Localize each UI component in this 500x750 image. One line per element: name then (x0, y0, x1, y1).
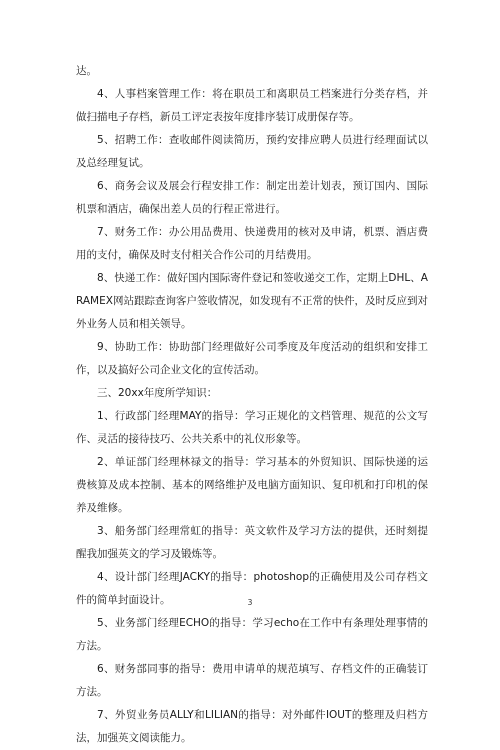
paragraph-item-6-business-travel: 6、商务会议及展会行程安排工作：制定出差计划表，预订国内、国际机票和酒店，确保出差人员的行程正常进行。 (76, 180, 428, 215)
paragraph-knowledge-3: 3、船务部门经理常虹的指导：英文软件及学习方法的提供，还时刻提醒我加强英文的学习及锻炼等。 (76, 525, 428, 560)
paragraph-knowledge-5: 5、业务部门经理ECHO的指导：学习echo在工作中有条理处理事情的方法。 (76, 617, 428, 652)
paragraph-knowledge-1: 1、行政部门经理MAY的指导：学习正规化的文档管理、规范的公文写作、灵活的接待技巧、公共关系中的礼仪形象等。 (76, 410, 428, 445)
page-number: 3 (247, 598, 253, 607)
paragraph-item-7-finance: 7、财务工作：办公用品费用、快递费用的核对及申请，机票、酒店费用的支付，确保及时支付相关合作公司的月结费用。 (76, 226, 428, 261)
section-heading-knowledge: 三、20xx年度所学知识： (97, 387, 218, 399)
paragraph-knowledge-2: 2、单证部门经理林禄文的指导：学习基本的外贸知识、国际快递的运费核算及成本控制、基本的网络维护及电脑方面知识、复印机和打印机的保养及维修。 (76, 456, 428, 514)
paragraph-knowledge-4: 4、设计部门经理JACKY的指导：photoshop的正确使用及公司存档文件的简单封面设计。 (76, 571, 428, 606)
paragraph-item-8-courier: 8、快递工作：做好国内国际寄件登记和签收递交工作，定期上DHL、ARAMEX网站跟踪查询客户签收情况，如发现有不正常的快件，及时反应到对外业务人员和相关领导。 (76, 272, 428, 330)
paragraph-item-5-recruitment: 5、招聘工作：查收邮件阅读简历，预约安排应聘人员进行经理面试以及总经理复试。 (76, 134, 428, 169)
paragraph-knowledge-7: 7、外贸业务员ALLY和LILIAN的指导：对外邮件IOUT的整理及归档方法，加强英文阅读能力。 (76, 709, 428, 744)
paragraph-item-9-assistance: 9、协助工作：协助部门经理做好公司季度及年度活动的组织和安排工作，以及搞好公司企业文化的宣传活动。 (76, 341, 428, 376)
paragraph-continuation: 达。 (76, 65, 97, 77)
paragraph-knowledge-6: 6、财务部同事的指导：费用申请单的规范填写、存档文件的正确装订方法。 (76, 663, 428, 698)
paragraph-item-4-personnel-files: 4、人事档案管理工作：将在职员工和离职员工档案进行分类存档，并做扫描电子存档，新员工评定表按年度排序装订成册保存等。 (76, 88, 428, 123)
